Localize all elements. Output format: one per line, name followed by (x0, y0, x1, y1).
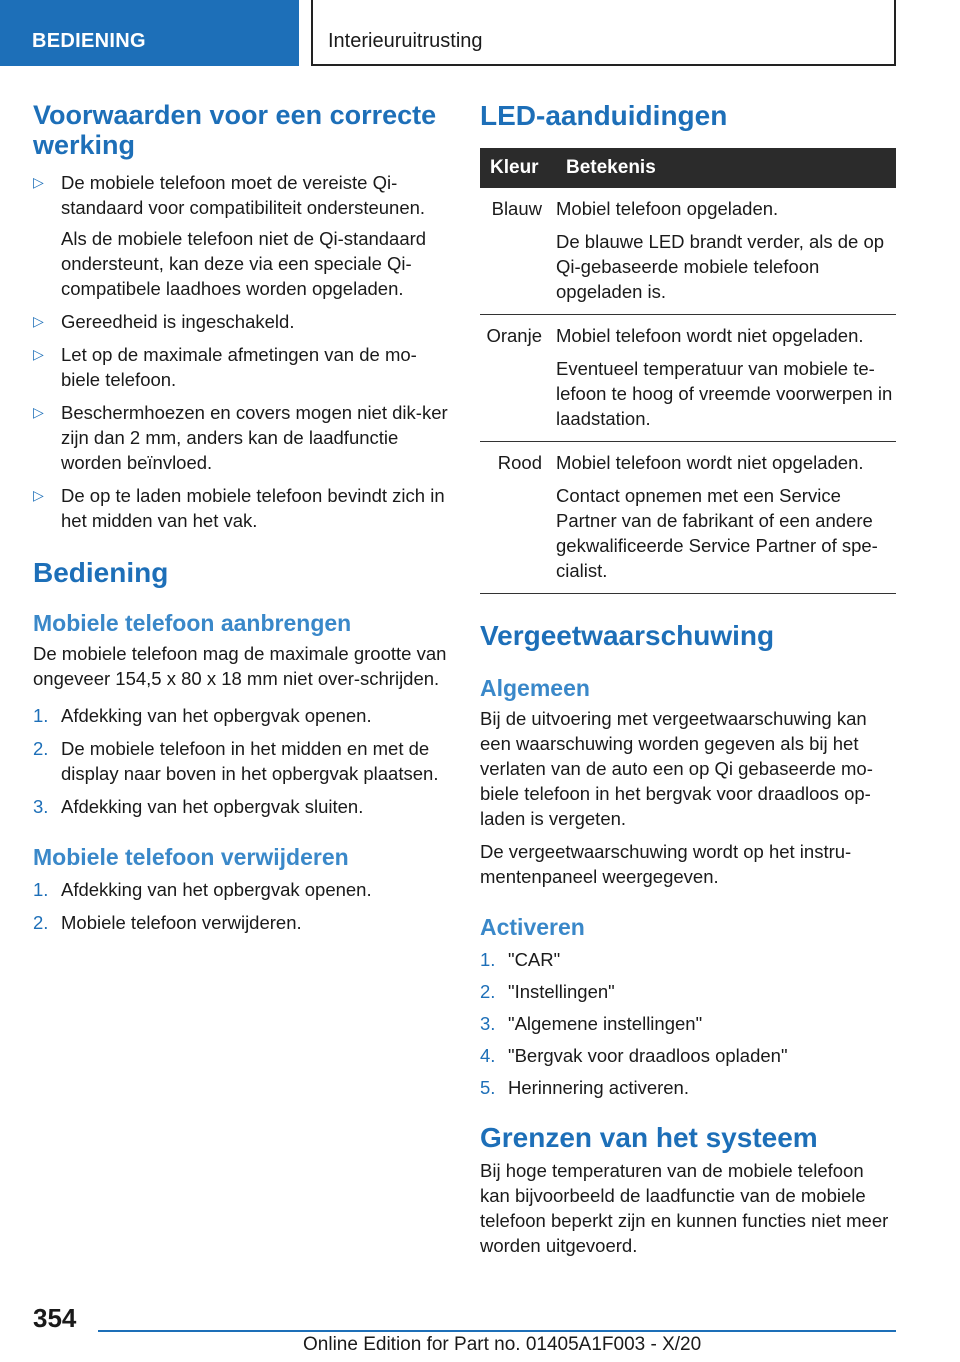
step-text: Afdekking van het opbergvak sluiten. (61, 796, 364, 817)
list-item (33, 877, 448, 902)
step-text: Mobiele telefoon verwijderen. (61, 912, 302, 933)
condition-text: De mobiele telefoon moet de vereiste Qi-standaard voor compatibiliteit ondersteunen. (61, 172, 426, 218)
condition-text: Let op de maximale afmetingen van de mo-biele telefoon. (61, 344, 417, 390)
triangle-bullet-icon: ▷ (33, 346, 44, 362)
led-color-cell: Oranje (480, 315, 556, 442)
step-text: "Bergvak voor draadloos opladen" (508, 1045, 788, 1066)
general-paragraph: De vergeetwaarschuwing wordt op het instru-mentenpaneel weergegeven. (480, 841, 852, 887)
attach-intro: De mobiele telefoon mag de maximale grootte van ongeveer 154,5 x 80 x 18 mm niet over-schrijden. (33, 643, 447, 689)
step-text: Afdekking van het opbergvak openen. (61, 705, 372, 726)
list-item (480, 979, 896, 1004)
activate-heading: Activeren (480, 914, 585, 940)
triangle-bullet-icon: ▷ (33, 174, 44, 190)
list-item (33, 309, 448, 334)
step-text: "Algemene instellingen" (508, 1013, 703, 1034)
limits-heading: Grenzen van het systeem (480, 1122, 818, 1153)
step-number: 5. (480, 1077, 496, 1098)
step-number: 2. (480, 981, 496, 1002)
chapter-tab-label: Interieuruitrusting (328, 30, 483, 52)
column-header-meaning: Betekenis (556, 148, 896, 188)
condition-text: De op te laden mobiele telefoon bevindt zich in het midden van het vak. (61, 485, 445, 531)
condition-text: Beschermhoezen en covers mogen niet dik-ker zijn dan 2 mm, anders kan de laadfunctie worden beïnvloed. (61, 402, 448, 473)
led-heading: LED-aanduidingen (480, 100, 728, 131)
meaning-detail: Eventueel temperatuur van mobiele te-lefoon te hoog of vreemde voorwerpen in laadstation. (556, 358, 893, 429)
table-row (480, 188, 896, 315)
table-header-row (480, 148, 896, 188)
list-item (33, 170, 448, 301)
step-text: Herinnering activeren. (508, 1077, 689, 1098)
step-number: 3. (480, 1013, 496, 1034)
footer-divider (98, 1330, 896, 1332)
table-row (480, 442, 896, 594)
step-number: 2. (33, 912, 49, 933)
conditions-heading: Voorwaarden voor een correcte werking (33, 100, 437, 160)
step-text: De mobiele telefoon in het midden en met de display naar boven in het opbergvak plaatsen. (61, 738, 439, 784)
triangle-bullet-icon: ▷ (33, 404, 44, 420)
right-column (480, 100, 896, 1258)
list-item (33, 703, 448, 728)
led-color-cell: Rood (480, 442, 556, 594)
meaning-text: Mobiel telefoon wordt niet opgeladen. (556, 325, 864, 346)
step-number: 1. (33, 879, 49, 900)
section-tab (0, 0, 299, 66)
step-text: "CAR" (508, 949, 561, 970)
meaning-detail: De blauwe LED brandt verder, als de op Qi-gebaseerde mobiele telefoon opgeladen is. (556, 231, 885, 302)
list-item (480, 1011, 896, 1036)
general-paragraph: Bij de uitvoering met vergeetwaarschuwing kan een waarschuwing worden gegeven als bij het verlaten van de auto een op Qi gebaseerde mo-biele telefoon in het bergvak voor draadloos op-laden is vergeten. (480, 708, 873, 829)
step-number: 3. (33, 796, 49, 817)
list-item (33, 342, 448, 392)
triangle-bullet-icon: ▷ (33, 313, 44, 329)
table-row (480, 315, 896, 442)
list-item (480, 1075, 896, 1100)
condition-note: Als de mobiele telefoon niet de Qi-standaard ondersteunt, kan deze via een speciale Qi-compatibele laadhoes worden opgeladen. (61, 228, 427, 299)
list-item (33, 736, 448, 786)
meaning-detail: Contact opnemen met een Service Partner van de fabrikant of een andere gekwalificeerde Service Partner of spe-cialist. (556, 485, 878, 581)
step-number: 1. (33, 705, 49, 726)
led-meaning-cell (556, 315, 896, 442)
list-item (33, 794, 448, 819)
step-text: "Instellingen" (508, 981, 615, 1002)
list-item (480, 1043, 896, 1068)
section-tab-label: BEDIENING (32, 30, 146, 52)
page-number: 354 (33, 1303, 77, 1333)
chapter-tab (311, 0, 896, 66)
attach-steps (33, 703, 448, 819)
limits-paragraph: Bij hoge temperaturen van de mobiele telefoon kan bijvoorbeeld de laadfunctie van de mobiele telefoon beperkt zijn en kunnen functies niet meer worden uitgevoerd. (480, 1160, 889, 1256)
general-heading: Algemeen (480, 675, 590, 701)
list-item (33, 910, 448, 935)
operation-heading: Bediening (33, 557, 169, 588)
warning-heading: Vergeetwaarschuwing (480, 620, 775, 651)
list-item (480, 947, 896, 972)
list-item (33, 400, 448, 475)
step-number: 2. (33, 738, 49, 759)
column-header-color: Kleur (480, 148, 556, 188)
condition-text: Gereedheid is ingeschakeld. (61, 311, 295, 332)
step-number: 1. (480, 949, 496, 970)
led-color-cell: Blauw (480, 188, 556, 315)
conditions-list (33, 170, 448, 533)
step-number: 4. (480, 1045, 496, 1066)
meaning-text: Mobiel telefoon opgeladen. (556, 198, 779, 219)
activate-steps (480, 947, 896, 1100)
led-meaning-cell (556, 188, 896, 315)
triangle-bullet-icon: ▷ (33, 487, 44, 503)
remove-heading: Mobiele telefoon verwijderen (33, 844, 349, 870)
step-text: Afdekking van het opbergvak openen. (61, 879, 372, 900)
attach-heading: Mobiele telefoon aanbrengen (33, 610, 352, 636)
footer-edition: Online Edition for Part no. 01405A1F003 - X/20 (303, 1334, 702, 1355)
left-column (33, 100, 448, 935)
led-table (480, 148, 896, 594)
list-item (33, 483, 448, 533)
remove-steps (33, 877, 448, 935)
meaning-text: Mobiel telefoon wordt niet opgeladen. (556, 452, 864, 473)
led-meaning-cell (556, 442, 896, 594)
